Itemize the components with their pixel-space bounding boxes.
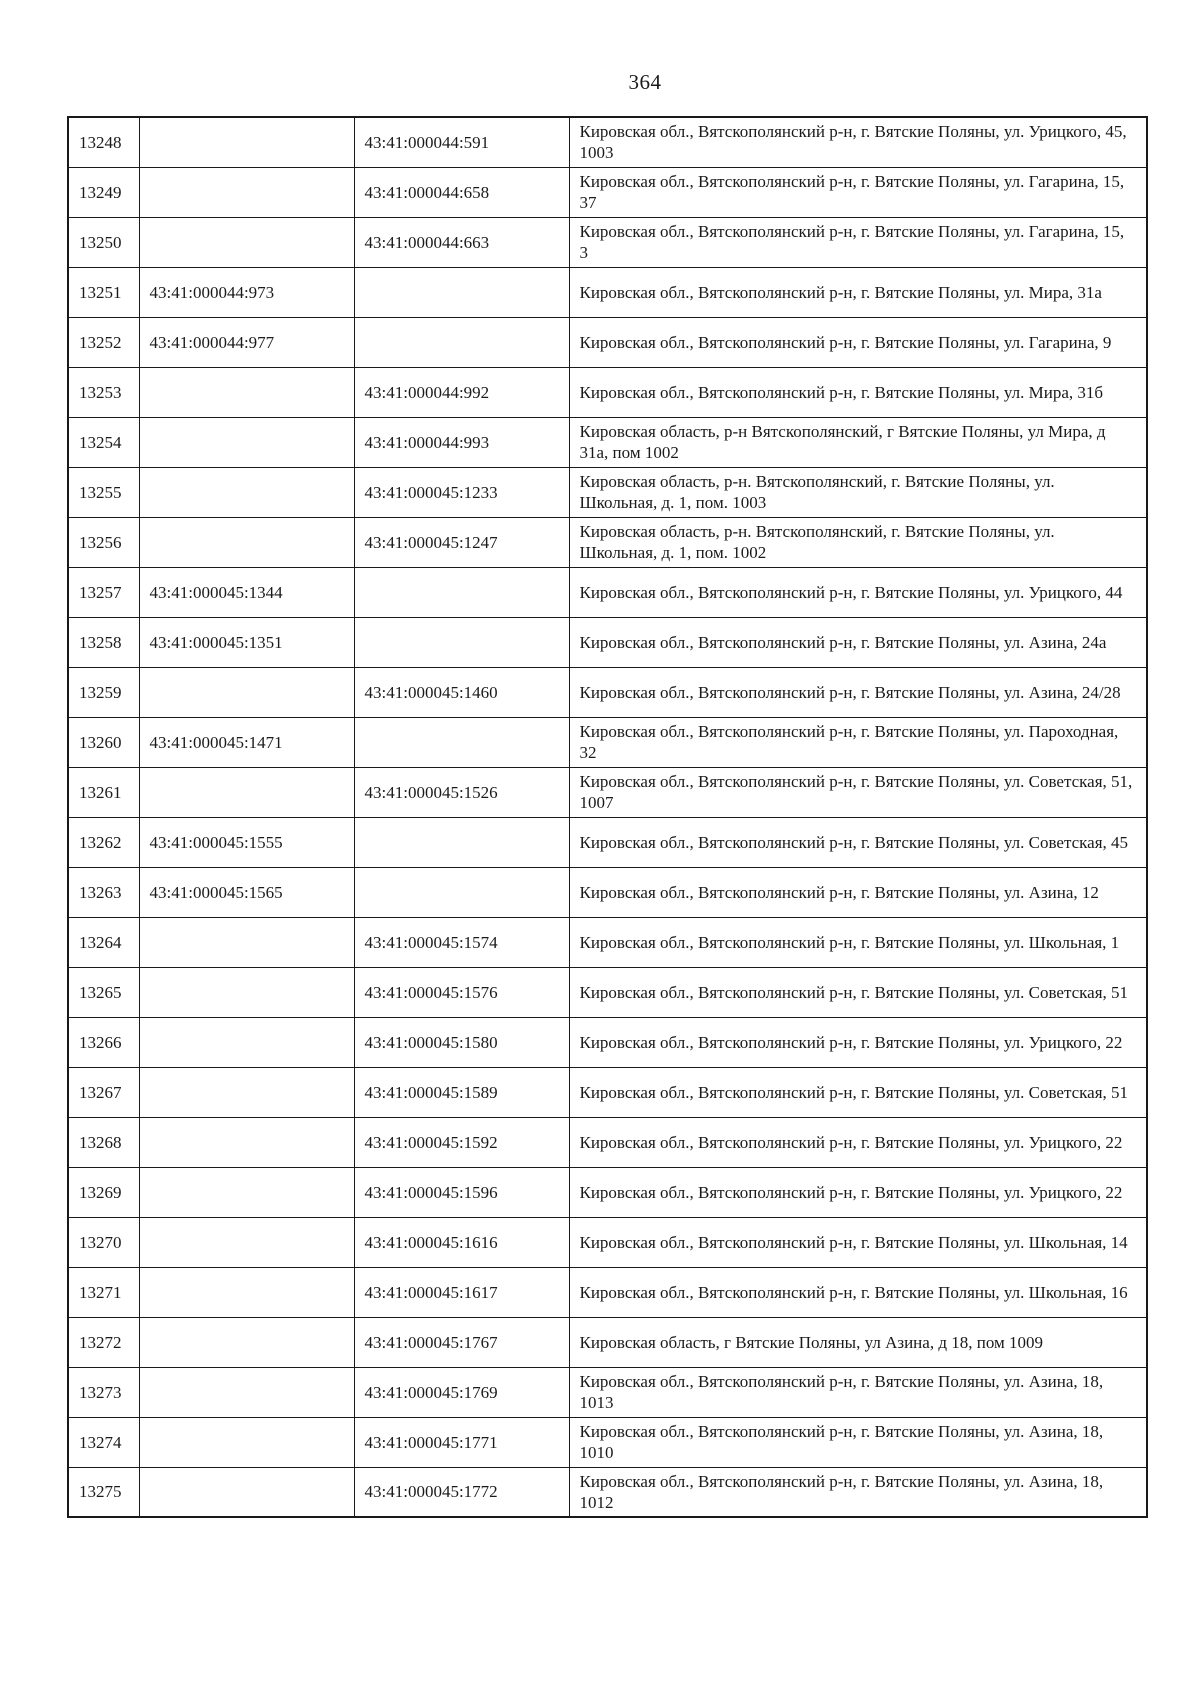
cadastral-land-number-cell: 43:41:000045:1351 bbox=[139, 617, 354, 667]
address-cell: Кировская обл., Вятскополянский р-н, г. Вятские Поляны, ул. Урицкого, 45, 1003 bbox=[569, 117, 1147, 167]
table-row bbox=[68, 117, 1147, 167]
cadastral-object-number-cell: 43:41:000045:1589 bbox=[354, 1067, 569, 1117]
address-cell: Кировская обл., Вятскополянский р-н, г. Вятские Поляны, ул. Пароходная, 32 bbox=[569, 717, 1147, 767]
row-number-cell: 13250 bbox=[68, 217, 139, 267]
cadastral-land-number-cell bbox=[139, 1067, 354, 1117]
address-cell: Кировская обл., Вятскополянский р-н, г. Вятские Поляны, ул. Урицкого, 22 bbox=[569, 1017, 1147, 1067]
cadastral-object-number-cell: 43:41:000045:1460 bbox=[354, 667, 569, 717]
cadastral-land-number-cell bbox=[139, 967, 354, 1017]
table-row bbox=[68, 717, 1147, 767]
table-row bbox=[68, 617, 1147, 667]
cadastral-land-number-cell bbox=[139, 117, 354, 167]
address-cell: Кировская область, р-н Вятскополянский, г Вятские Поляны, ул Мира, д 31а, пом 1002 bbox=[569, 417, 1147, 467]
cadastral-land-number-cell bbox=[139, 217, 354, 267]
address-cell: Кировская обл., Вятскополянский р-н, г. Вятские Поляны, ул. Гагарина, 15, 3 bbox=[569, 217, 1147, 267]
row-number-cell: 13258 bbox=[68, 617, 139, 667]
cadastral-object-number-cell: 43:41:000044:658 bbox=[354, 167, 569, 217]
row-number-cell: 13253 bbox=[68, 367, 139, 417]
cadastral-land-number-cell: 43:41:000045:1344 bbox=[139, 567, 354, 617]
table-row bbox=[68, 1267, 1147, 1317]
cadastral-land-number-cell bbox=[139, 1267, 354, 1317]
cadastral-object-number-cell: 43:41:000045:1576 bbox=[354, 967, 569, 1017]
cadastral-object-number-cell bbox=[354, 717, 569, 767]
table-row bbox=[68, 567, 1147, 617]
cadastral-land-number-cell bbox=[139, 667, 354, 717]
cadastral-land-number-cell bbox=[139, 917, 354, 967]
address-cell: Кировская обл., Вятскополянский р-н, г. Вятские Поляны, ул. Урицкого, 44 bbox=[569, 567, 1147, 617]
address-cell: Кировская обл., Вятскополянский р-н, г. Вятские Поляны, ул. Азина, 18, 1010 bbox=[569, 1417, 1147, 1467]
cadastral-land-number-cell bbox=[139, 367, 354, 417]
row-number-cell: 13264 bbox=[68, 917, 139, 967]
address-cell: Кировская область, р-н. Вятскополянский, г. Вятские Поляны, ул. Школьная, д. 1, пом. 1002 bbox=[569, 517, 1147, 567]
table-row bbox=[68, 517, 1147, 567]
table-row bbox=[68, 167, 1147, 217]
row-number-cell: 13256 bbox=[68, 517, 139, 567]
row-number-cell: 13255 bbox=[68, 467, 139, 517]
row-number-cell: 13260 bbox=[68, 717, 139, 767]
cadastral-object-number-cell bbox=[354, 817, 569, 867]
cadastral-object-number-cell bbox=[354, 617, 569, 667]
cadastral-land-number-cell bbox=[139, 1117, 354, 1167]
cadastral-object-number-cell: 43:41:000045:1616 bbox=[354, 1217, 569, 1267]
row-number-cell: 13270 bbox=[68, 1217, 139, 1267]
address-cell: Кировская обл., Вятскополянский р-н, г. Вятские Поляны, ул. Советская, 51 bbox=[569, 967, 1147, 1017]
address-cell: Кировская обл., Вятскополянский р-н, г. Вятские Поляны, ул. Советская, 45 bbox=[569, 817, 1147, 867]
address-cell: Кировская область, р-н. Вятскополянский, г. Вятские Поляны, ул. Школьная, д. 1, пом. 1003 bbox=[569, 467, 1147, 517]
cadastral-land-number-cell bbox=[139, 1017, 354, 1067]
address-cell: Кировская обл., Вятскополянский р-н, г. Вятские Поляны, ул. Школьная, 1 bbox=[569, 917, 1147, 967]
address-cell: Кировская обл., Вятскополянский р-н, г. Вятские Поляны, ул. Урицкого, 22 bbox=[569, 1167, 1147, 1217]
address-cell: Кировская обл., Вятскополянский р-н, г. Вятские Поляны, ул. Школьная, 14 bbox=[569, 1217, 1147, 1267]
cadastral-object-number-cell bbox=[354, 317, 569, 367]
table-row bbox=[68, 1017, 1147, 1067]
cadastral-land-number-cell bbox=[139, 1467, 354, 1517]
row-number-cell: 13265 bbox=[68, 967, 139, 1017]
table-row bbox=[68, 467, 1147, 517]
cadastral-object-number-cell bbox=[354, 267, 569, 317]
cadastral-land-number-cell: 43:41:000044:977 bbox=[139, 317, 354, 367]
cadastral-object-number-cell: 43:41:000045:1767 bbox=[354, 1317, 569, 1367]
cadastral-land-number-cell bbox=[139, 1217, 354, 1267]
cadastral-land-number-cell bbox=[139, 467, 354, 517]
cadastral-object-number-cell: 43:41:000044:992 bbox=[354, 367, 569, 417]
cadastral-land-number-cell bbox=[139, 1417, 354, 1467]
address-cell: Кировская обл., Вятскополянский р-н, г. Вятские Поляны, ул. Гагарина, 9 bbox=[569, 317, 1147, 367]
cadastral-object-number-cell: 43:41:000044:993 bbox=[354, 417, 569, 467]
row-number-cell: 13268 bbox=[68, 1117, 139, 1167]
table-row bbox=[68, 1317, 1147, 1367]
cadastral-object-number-cell: 43:41:000044:591 bbox=[354, 117, 569, 167]
cadastral-object-number-cell: 43:41:000045:1574 bbox=[354, 917, 569, 967]
row-number-cell: 13252 bbox=[68, 317, 139, 367]
table-row bbox=[68, 1367, 1147, 1417]
cadastral-land-number-cell bbox=[139, 517, 354, 567]
table-row bbox=[68, 317, 1147, 367]
row-number-cell: 13261 bbox=[68, 767, 139, 817]
row-number-cell: 13267 bbox=[68, 1067, 139, 1117]
cadastral-object-number-cell: 43:41:000045:1769 bbox=[354, 1367, 569, 1417]
registry-table-body bbox=[68, 117, 1147, 1517]
cadastral-land-number-cell: 43:41:000045:1555 bbox=[139, 817, 354, 867]
registry-table bbox=[67, 116, 1148, 1518]
table-row bbox=[68, 1467, 1147, 1517]
row-number-cell: 13273 bbox=[68, 1367, 139, 1417]
row-number-cell: 13248 bbox=[68, 117, 139, 167]
address-cell: Кировская обл., Вятскополянский р-н, г. Вятские Поляны, ул. Азина, 12 bbox=[569, 867, 1147, 917]
address-cell: Кировская область, г Вятские Поляны, ул Азина, д 18, пом 1009 bbox=[569, 1317, 1147, 1367]
row-number-cell: 13263 bbox=[68, 867, 139, 917]
row-number-cell: 13271 bbox=[68, 1267, 139, 1317]
address-cell: Кировская обл., Вятскополянский р-н, г. Вятские Поляны, ул. Советская, 51, 1007 bbox=[569, 767, 1147, 817]
cadastral-land-number-cell bbox=[139, 767, 354, 817]
cadastral-land-number-cell bbox=[139, 1167, 354, 1217]
cadastral-object-number-cell: 43:41:000045:1596 bbox=[354, 1167, 569, 1217]
row-number-cell: 13259 bbox=[68, 667, 139, 717]
row-number-cell: 13262 bbox=[68, 817, 139, 867]
row-number-cell: 13249 bbox=[68, 167, 139, 217]
cadastral-object-number-cell bbox=[354, 567, 569, 617]
cadastral-object-number-cell: 43:41:000045:1592 bbox=[354, 1117, 569, 1167]
table-row bbox=[68, 1417, 1147, 1467]
page-number: 364 bbox=[628, 70, 662, 94]
address-cell: Кировская обл., Вятскополянский р-н, г. Вятские Поляны, ул. Советская, 51 bbox=[569, 1067, 1147, 1117]
address-cell: Кировская обл., Вятскополянский р-н, г. Вятские Поляны, ул. Мира, 31б bbox=[569, 367, 1147, 417]
address-cell: Кировская обл., Вятскополянский р-н, г. Вятские Поляны, ул. Азина, 24/28 bbox=[569, 667, 1147, 717]
table-row bbox=[68, 1167, 1147, 1217]
row-number-cell: 13275 bbox=[68, 1467, 139, 1517]
cadastral-land-number-cell: 43:41:000045:1471 bbox=[139, 717, 354, 767]
table-row bbox=[68, 417, 1147, 467]
cadastral-object-number-cell: 43:41:000045:1233 bbox=[354, 467, 569, 517]
table-row bbox=[68, 367, 1147, 417]
table-row bbox=[68, 1067, 1147, 1117]
cadastral-land-number-cell bbox=[139, 1317, 354, 1367]
row-number-cell: 13257 bbox=[68, 567, 139, 617]
address-cell: Кировская обл., Вятскополянский р-н, г. Вятские Поляны, ул. Азина, 24а bbox=[569, 617, 1147, 667]
cadastral-object-number-cell: 43:41:000045:1771 bbox=[354, 1417, 569, 1467]
table-row bbox=[68, 967, 1147, 1017]
address-cell: Кировская обл., Вятскополянский р-н, г. Вятские Поляны, ул. Азина, 18, 1013 bbox=[569, 1367, 1147, 1417]
table-row bbox=[68, 817, 1147, 867]
row-number-cell: 13269 bbox=[68, 1167, 139, 1217]
cadastral-object-number-cell: 43:41:000045:1617 bbox=[354, 1267, 569, 1317]
address-cell: Кировская обл., Вятскополянский р-н, г. Вятские Поляны, ул. Мира, 31а bbox=[569, 267, 1147, 317]
cadastral-object-number-cell: 43:41:000044:663 bbox=[354, 217, 569, 267]
cadastral-object-number-cell: 43:41:000045:1772 bbox=[354, 1467, 569, 1517]
cadastral-land-number-cell: 43:41:000044:973 bbox=[139, 267, 354, 317]
cadastral-land-number-cell bbox=[139, 1367, 354, 1417]
table-row bbox=[68, 1217, 1147, 1267]
address-cell: Кировская обл., Вятскополянский р-н, г. Вятские Поляны, ул. Урицкого, 22 bbox=[569, 1117, 1147, 1167]
table-row bbox=[68, 867, 1147, 917]
cadastral-object-number-cell: 43:41:000045:1526 bbox=[354, 767, 569, 817]
cadastral-land-number-cell bbox=[139, 417, 354, 467]
address-cell: Кировская обл., Вятскополянский р-н, г. Вятские Поляны, ул. Школьная, 16 bbox=[569, 1267, 1147, 1317]
address-cell: Кировская обл., Вятскополянский р-н, г. Вятские Поляны, ул. Гагарина, 15, 37 bbox=[569, 167, 1147, 217]
table-row bbox=[68, 767, 1147, 817]
cadastral-land-number-cell: 43:41:000045:1565 bbox=[139, 867, 354, 917]
row-number-cell: 13272 bbox=[68, 1317, 139, 1367]
cadastral-land-number-cell bbox=[139, 167, 354, 217]
table-row bbox=[68, 917, 1147, 967]
table-row bbox=[68, 667, 1147, 717]
row-number-cell: 13274 bbox=[68, 1417, 139, 1467]
table-row bbox=[68, 267, 1147, 317]
cadastral-object-number-cell: 43:41:000045:1247 bbox=[354, 517, 569, 567]
cadastral-object-number-cell: 43:41:000045:1580 bbox=[354, 1017, 569, 1067]
row-number-cell: 13251 bbox=[68, 267, 139, 317]
table-row bbox=[68, 1117, 1147, 1167]
table-row bbox=[68, 217, 1147, 267]
address-cell: Кировская обл., Вятскополянский р-н, г. Вятские Поляны, ул. Азина, 18, 1012 bbox=[569, 1467, 1147, 1517]
cadastral-object-number-cell bbox=[354, 867, 569, 917]
row-number-cell: 13266 bbox=[68, 1017, 139, 1067]
row-number-cell: 13254 bbox=[68, 417, 139, 467]
